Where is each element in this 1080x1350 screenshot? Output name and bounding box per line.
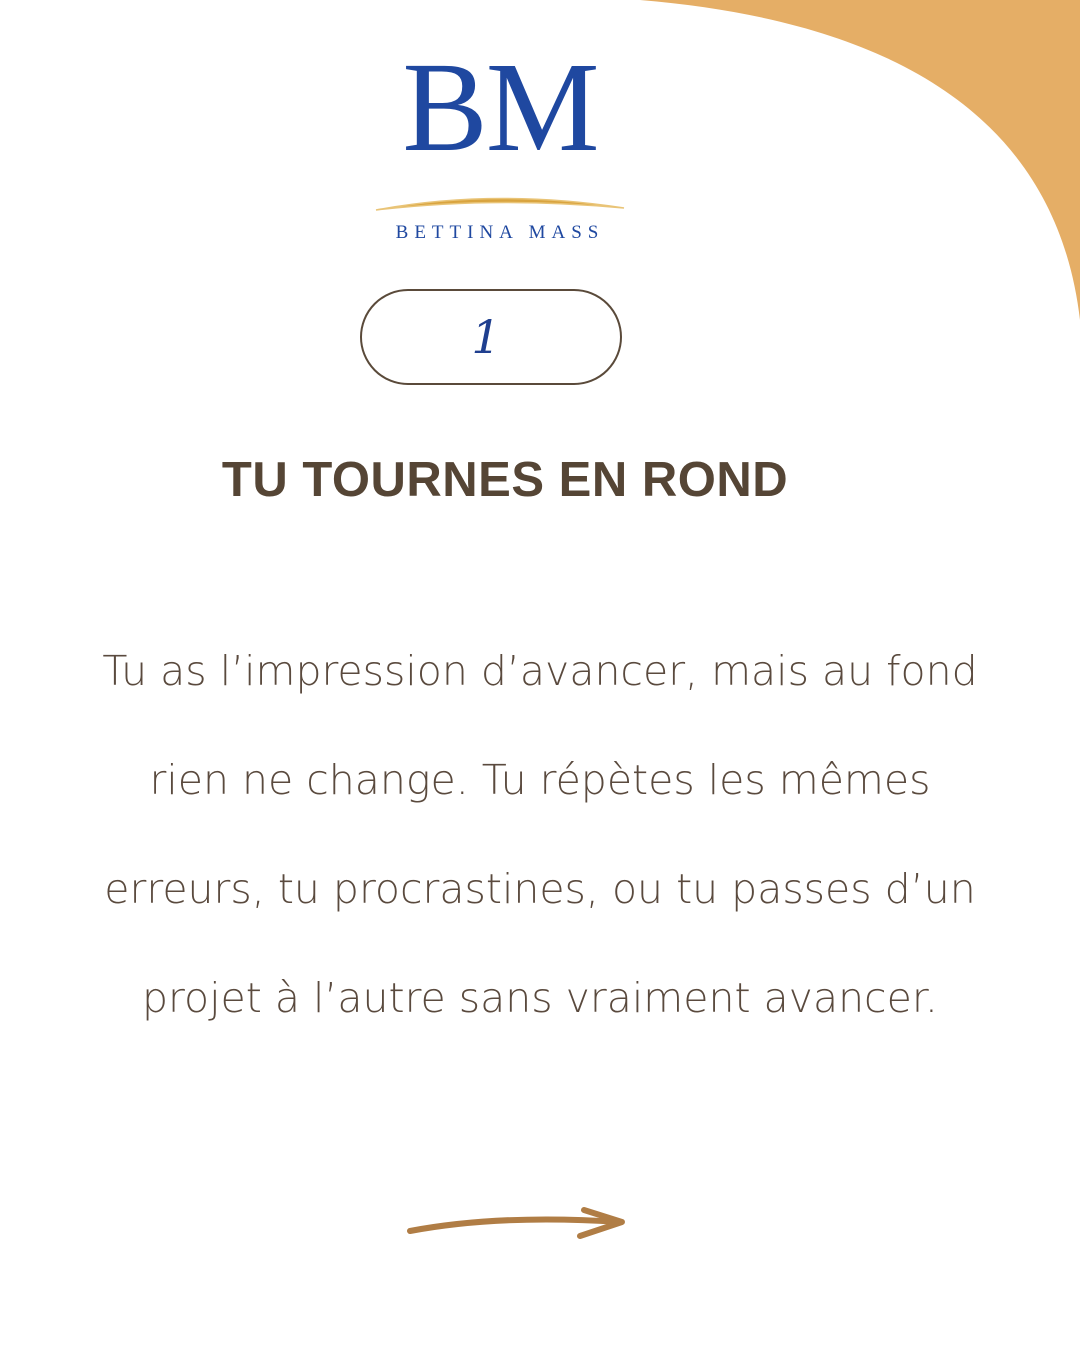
body-paragraph [70,617,1010,1053]
decorative-corner-arc [640,0,1080,330]
logo-monogram: BM [402,36,598,178]
logo-wordmark: BETTINA MASS [395,222,605,243]
step-badge [360,289,622,385]
page-title: TU TOURNES EN ROND [221,453,789,507]
body-line: erreurs, tu procrastines, ou tu passes d’un [104,865,976,913]
body-line: projet à l’autre sans vraiment avancer. [142,974,938,1022]
body-line: Tu as l’impression d’avancer, mais au fond [102,647,978,695]
logo-swoosh [374,188,626,218]
arrow-right-icon[interactable] [400,1198,632,1246]
body-line: rien ne change. Tu répètes les mêmes [149,756,931,804]
brand-logo [370,36,630,243]
step-number: 1 [471,310,501,364]
